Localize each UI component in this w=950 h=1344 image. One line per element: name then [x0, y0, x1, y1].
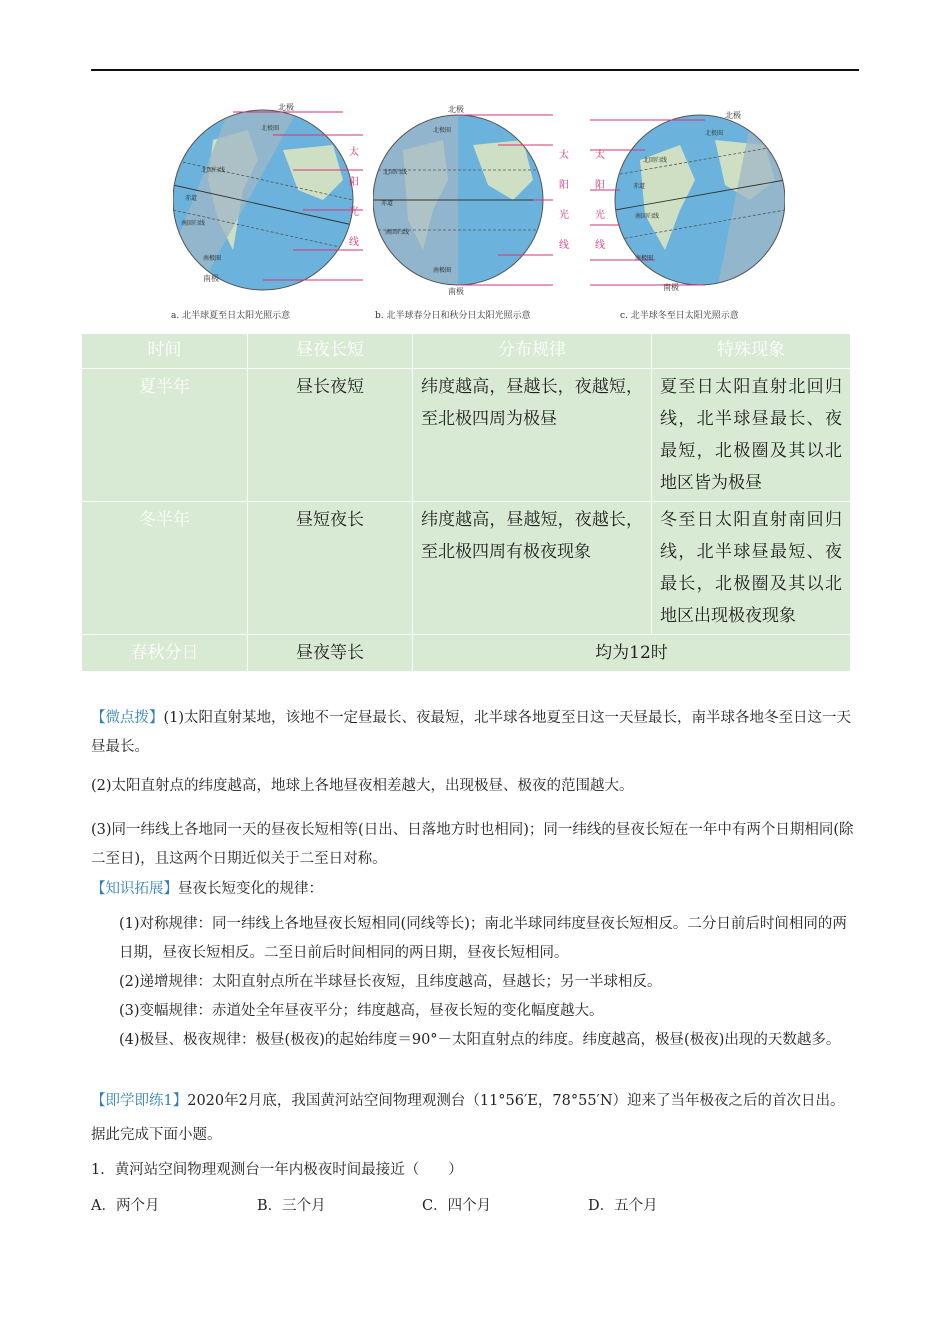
cell-daynight: 昼长夜短	[248, 369, 413, 502]
option-d[interactable]: D．五个月	[588, 1198, 658, 1214]
label-south-pole: 南极	[203, 274, 219, 283]
practice-paragraph	[91, 1084, 859, 1152]
option-a[interactable]: A．两个月	[91, 1198, 160, 1214]
label-tropic-capricorn: 南回归线	[635, 213, 660, 220]
question-1: 1．黄河站空间物理观测台一年内极夜时间最接近（ ）	[91, 1162, 463, 1178]
extension-item-4: (4)极昼、极夜规律：极昼(极夜)的起始纬度＝90°－太阳直射点的纬度。纬度越高，极昼(极夜)出现的天数越多。	[119, 1032, 841, 1048]
table-row	[82, 502, 851, 635]
label-antarctic-circle: 南极圈	[203, 255, 222, 262]
label-south-pole: 南极	[448, 287, 464, 296]
label-sunlight-1: 太	[349, 147, 359, 158]
figure-winter-solstice	[585, 100, 785, 300]
label-north-pole: 北极	[725, 111, 741, 120]
label-sunlight-4: 线	[559, 240, 569, 251]
tip-paragraph-1	[91, 704, 859, 762]
label-antarctic-circle: 南极圈	[433, 267, 452, 274]
label-north-pole: 北极	[448, 105, 464, 114]
tip-text-1: (1)太阳直射某地，该地不一定昼最长、夜最短，北半球各地夏至日这一天昼最长，南半球各地冬至日这一天昼最长。	[91, 710, 852, 755]
label-equator: 赤道	[633, 183, 646, 190]
tip-tag: 【微点拨】	[91, 710, 164, 726]
label-equator: 赤道	[185, 195, 198, 202]
label-antarctic-circle: 南极圈	[635, 255, 654, 262]
extension-heading	[91, 875, 859, 904]
label-sunlight-1: 太	[559, 150, 569, 161]
header-daynight: 昼夜长短	[248, 334, 413, 369]
label-arctic-circle: 北极圈	[261, 125, 280, 132]
header-time: 时间	[82, 334, 248, 369]
extension-title: 昼夜长短变化的规律：	[178, 881, 323, 897]
extension-tag: 【知识拓展】	[91, 881, 178, 897]
label-sunlight-2: 阳	[559, 180, 569, 191]
caption-equinox: b. 北半球春分日和秋分日太阳光照示意	[375, 311, 531, 321]
extension-item-1: (1)对称规律：同一纬线上各地昼夜长短相同(同线等长)；南北半球同纬度昼夜长短相反。二分日前后时间相同的两日期，昼夜长短相反。二至日前后时间相同的两日期，昼夜长短相同。	[119, 916, 847, 961]
table-row	[82, 635, 851, 672]
cell-pattern: 纬度越高，昼越长，夜越短，至北极四周为极昼	[413, 369, 652, 502]
label-sunlight-4: 线	[595, 240, 605, 251]
label-sunlight-2: 阳	[349, 177, 359, 188]
label-sunlight-3: 光	[349, 207, 359, 218]
header-pattern: 分布规律	[413, 334, 652, 369]
label-sunlight-2: 阳	[595, 180, 605, 191]
practice-text: 2020年2月底，我国黄河站空间物理观测台（11°56′E，78°55′N）迎来了当年极夜之后的首次日出。据此完成下面小题。	[91, 1093, 845, 1143]
label-sunlight-3: 光	[595, 210, 605, 221]
caption-winter: c. 北半球冬至日太阳光照示意	[620, 311, 739, 321]
illumination-figures	[165, 100, 785, 330]
cell-time: 春秋分日	[82, 635, 248, 672]
label-equator: 赤道	[381, 200, 394, 207]
extension-item-2: (2)递增规律：太阳直射点所在半球昼长夜短，且纬度越高，昼越长；另一半球相反。	[119, 974, 662, 990]
label-tropic-capricorn: 南回归线	[181, 220, 206, 227]
header-special: 特殊现象	[652, 334, 851, 369]
table-header-row	[82, 334, 851, 369]
cell-pattern: 纬度越高，昼越短，夜越长，至北极四周有极夜现象	[413, 502, 652, 635]
label-south-pole: 南极	[663, 283, 679, 292]
header-rule	[91, 69, 859, 71]
label-north-pole: 北极	[278, 103, 294, 112]
label-sunlight-1: 太	[595, 150, 605, 161]
tip-paragraph-2: (2)太阳直射点的纬度越高，地球上各地昼夜相差越大，出现极昼、极夜的范围越大。	[91, 778, 634, 794]
winter-globe-diagram	[585, 100, 785, 300]
summer-globe-diagram	[173, 100, 373, 300]
cell-special: 冬至日太阳直射南回归线，北半球昼最短、夜最长，北极圈及其以北地区出现极夜现象	[652, 502, 851, 635]
practice-tag: 【即学即练1】	[91, 1093, 188, 1109]
label-tropic-cancer: 北回归线	[383, 169, 408, 176]
figure-summer-solstice	[173, 100, 373, 300]
equinox-globe-diagram	[373, 100, 573, 300]
cell-time: 冬半年	[82, 502, 248, 635]
cell-daynight: 昼夜等长	[248, 635, 413, 672]
cell-special: 夏至日太阳直射北回归线，北半球昼最长、夜最短，北极圈及其以北地区皆为极昼	[652, 369, 851, 502]
table-row	[82, 369, 851, 502]
cell-time: 夏半年	[82, 369, 248, 502]
daynight-table	[81, 333, 851, 672]
caption-summer: a. 北半球夏至日太阳光照示意	[171, 311, 291, 321]
label-sunlight-4: 线	[349, 237, 359, 248]
cell-merged: 均为12时	[413, 635, 851, 672]
figure-equinox	[373, 100, 573, 300]
option-b[interactable]: B．三个月	[257, 1198, 326, 1214]
label-arctic-circle: 北极圈	[705, 130, 724, 137]
cell-daynight: 昼短夜长	[248, 502, 413, 635]
label-sunlight-3: 光	[559, 210, 569, 221]
label-tropic-capricorn: 南回归线	[385, 229, 410, 236]
option-c[interactable]: C．四个月	[422, 1198, 492, 1214]
label-arctic-circle: 北极圈	[433, 127, 452, 134]
extension-item-3: (3)变幅规律：赤道处全年昼夜平分；纬度越高，昼夜长短的变化幅度越大。	[119, 1003, 604, 1019]
label-tropic-cancer: 北回归线	[201, 167, 226, 174]
label-tropic-cancer: 北回归线	[643, 157, 668, 164]
tip-paragraph-3: (3)同一纬线上各地同一天的昼夜长短相等(日出、日落地方时也相同)；同一纬线的昼夜长短在一年中有两个日期相同(除二至日)，且这两个日期近似关于二至日对称。	[91, 822, 854, 867]
